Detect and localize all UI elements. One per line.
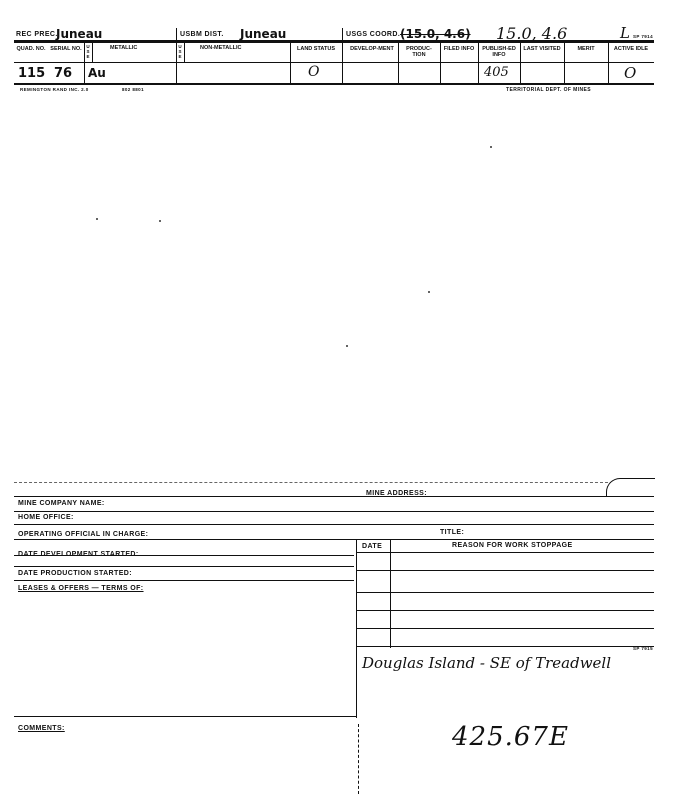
mine-company-name-label: MINE COMPANY NAME: — [18, 500, 105, 507]
col-production: PRODUC-TION — [406, 46, 432, 58]
col-metallic: METALLIC — [110, 45, 138, 51]
date-col-label: DATE — [362, 543, 383, 550]
footer-right: TERRITORIAL DEPT. OF MINES — [506, 87, 591, 93]
col-last-visited: LAST VISITED — [523, 46, 561, 52]
col-non-metallic: NON-METALLIC — [200, 45, 242, 51]
col-use-code-2: U S E — [178, 44, 182, 59]
comments-label: COMMENTS: — [18, 725, 65, 732]
col-active-idle: ACTIVE IDLE — [613, 46, 649, 52]
col-published-info: PUBLISH-ED INFO — [482, 46, 516, 58]
col-use-code-1: U S E — [86, 44, 90, 59]
row-active-idle: O — [624, 64, 637, 82]
usgs-coord-value: 15.0, 4.6 — [496, 24, 568, 43]
usbm-dist-value: Juneau — [240, 27, 287, 41]
col-development: DEVELOP-MENT — [350, 46, 394, 52]
form-code-top: SP 7914 — [633, 34, 653, 39]
home-office-label: HOME OFFICE: — [18, 514, 74, 521]
footer-codes: 802 8801 — [122, 87, 144, 92]
rec-prec-label: REC PREC. — [16, 31, 58, 38]
usgs-coord-struck-value: (15.0, 4.6) — [400, 27, 471, 41]
operating-official-label: OPERATING OFFICIAL IN CHARGE: — [18, 531, 149, 538]
leases-label: LEASES & OFFERS — TERMS OF: — [18, 585, 144, 592]
row-metallic: Au — [88, 66, 106, 80]
row-serial-no: 76 — [54, 66, 73, 81]
col-quad-no: QUAD. NO. — [16, 46, 46, 52]
usbm-dist-label: USBM DIST. — [180, 31, 224, 38]
row-land-status: O — [308, 64, 320, 80]
location-note: Douglas Island - SE of Treadwell — [362, 654, 612, 672]
mine-address-label: MINE ADDRESS: — [366, 490, 427, 497]
usgs-coord-label: USGS COORD. — [346, 31, 401, 38]
col-merit: MERIT — [577, 46, 595, 52]
row-quad-no: 115 — [18, 66, 46, 81]
col-filed-info: FILED INFO — [443, 46, 475, 52]
date-production-label: DATE PRODUCTION STARTED: — [18, 570, 132, 577]
title-label: TITLE: — [440, 529, 465, 536]
footer-left: REMINGTON RAND INC. 2.0 — [20, 87, 89, 92]
reason-col-label: REASON FOR WORK STOPPAGE — [452, 542, 573, 549]
col-serial-no: SERIAL NO. — [50, 46, 82, 52]
rec-prec-value: Juneau — [56, 27, 103, 41]
row-published-info: 405 — [484, 65, 509, 80]
form-code-bottom: SP 7915 — [633, 646, 653, 651]
handwritten-number: 425.67E — [452, 722, 569, 752]
usgs-coord-suffix: L — [620, 24, 630, 42]
col-land-status: LAND STATUS — [297, 46, 335, 52]
date-development-label: DATE DEVELOPMENT STARTED: — [18, 551, 139, 558]
